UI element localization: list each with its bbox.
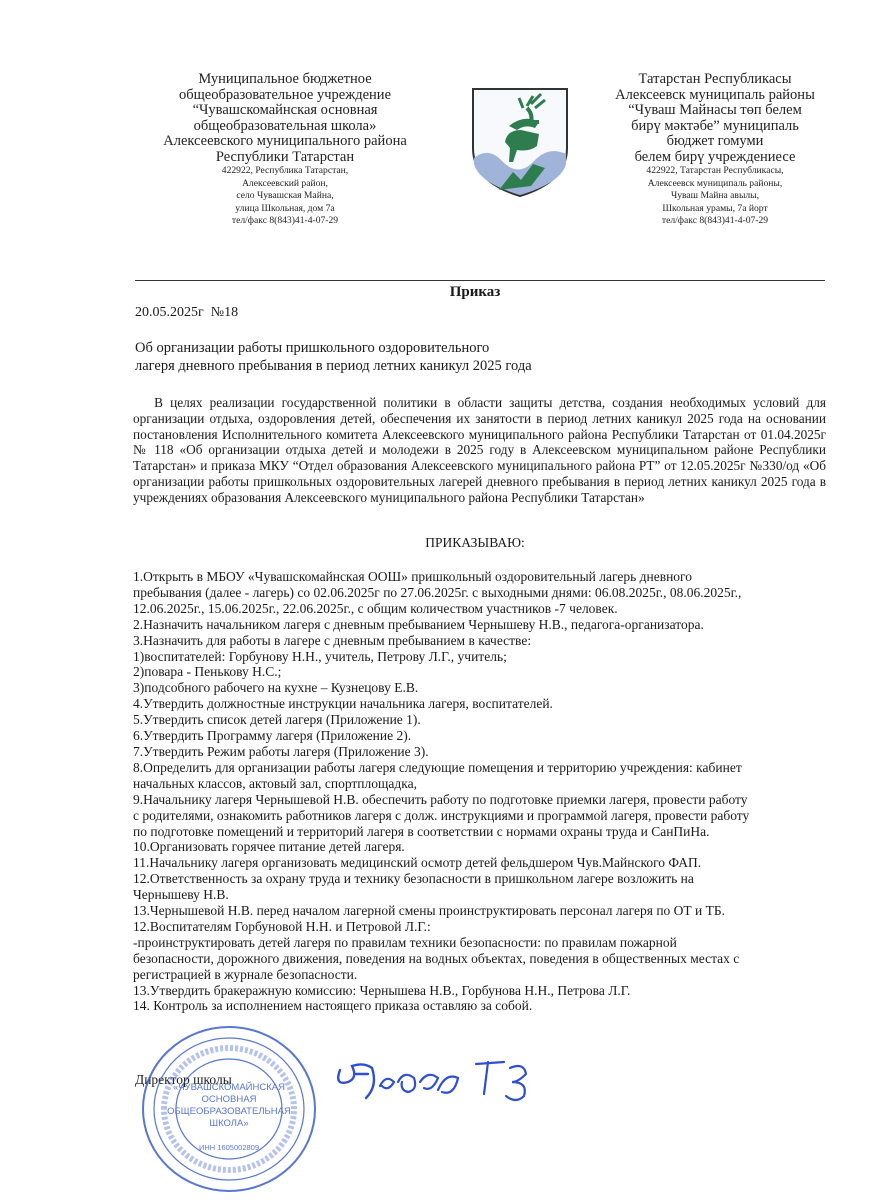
header-left-address: Алексеевский район, [242,177,328,189]
header-right-line: бирү мәктәбе” муниципаль [631,117,799,134]
order-item-line: 13.Утвердить бракеражную комиссию: Чернышева Н.В., Горбунова Н.Н., Петрова Л.Г. [133,982,631,998]
order-item-line: 2.Назначить начальником лагеря с дневным пребыванием Чернышеву Н.В., педагога-организатора. [133,616,704,632]
order-item-line: 14. Контроль за исполнением настоящего приказа оставляю за собой. [133,998,533,1014]
order-item-line: 11.Начальнику лагеря организовать медицинский осмотр детей фельдшером Чув.Майнского ФАП. [133,855,702,871]
header-right-line: Татарстан Республикасы [638,71,792,87]
document-subject [135,339,532,375]
order-keyword: ПРИКАЗЫВАЮ: [425,535,525,550]
order-item-line: 1)воспитателей: Горбунову Н.Н., учитель, Петрову Л.Г., учитель; [133,648,507,664]
order-item-line: начальных классов, актовый зал, спортплощадка, [133,775,417,791]
header-left-line: Республики Татарстан [215,148,355,165]
stamp-inn: ИНН 1605002809 [198,1143,260,1152]
coat-of-arms-icon [469,86,571,198]
order-item-line: -проинструктировать детей лагеря по правилам техники безопасности: по правилам пожарной [133,934,677,950]
stamp-line: ШКОЛА» [209,1118,249,1129]
subject-line: лагеря дневного пребывания в период летних каникул 2025 года [135,358,532,374]
order-item-line: 8.Определить для организации работы лагеря следующие помещения и территорию учреждения: кабинет [133,759,742,775]
order-item-line: 7.Утвердить Режим работы лагеря (Приложение 3). [133,743,429,759]
director-label: Директор школы [135,1072,232,1087]
order-item-line: пребывания (далее - лагерь) со 02.06.2025г по 27.06.2025г. с выходными днями: 06.08.2025г., 08.06.2025г., [133,584,742,600]
order-item-line: 3)подсобного рабочего на кухне – Кузнецову Е.В. [133,680,419,696]
header-right-address: тел/факс 8(843)41-4-07-29 [661,215,769,226]
order-item-line: 6.Утвердить Программу лагеря (Приложение 2). [133,728,412,744]
stamp-line: ОСНОВНАЯ [201,1094,257,1105]
header-right-line: “Чуваш Майнасы төп белем [628,102,802,118]
header-left-address: село Чувашская Майна, [236,190,334,201]
subject-line: Об организации работы пришкольного оздоровительного [135,340,490,356]
document-preamble [133,395,826,506]
header-left-line: общеобразовательная школа» [193,117,377,134]
header-right-line: белем бирү учреждениесе [634,148,796,165]
order-item-line: безопасности, дорожного движения, поведения на водных объектах, поведения в общественных местах с [133,950,740,966]
order-item-line: 12.06.2025г., 15.06.2025г., 22.06.2025г., с общим количеством участников -7 человек. [133,600,618,616]
header-right [590,72,840,228]
preamble-text: В целях реализации государственной политики в области защиты детства, создания необходимых условий для организации отдыха, оздоровления детей, обеспечения их занятости в период летних каникул 2025 года на основании постановления Исполнительного комитета Алексеевского муниципального района Республики Татарстан от 01.04.2025г № 118 «Об организации отдыха детей и молодежи в 2025 году в Алексеевском муниципальном районе Республики Татарстан» и приказа МКУ “Отдел образования Алексеевского муниципального района РТ” от 12.05.2025г №330/од «Об организации работы пришкольных оздоровительных лагерей дневного пребывания в период летних каникул 2025 года в учреждениях образования Алексеевского муниципального района Республики Татарстан» [133,395,826,505]
director-signature [328,1052,543,1110]
official-stamp [138,1022,320,1197]
header-left-address: улица Школьная, дом 7а [235,202,335,214]
header-left-line: общеобразовательное учреждение [178,86,392,103]
header-left-line: Алексеевского муниципального района [163,133,407,149]
order-item-line: 12.Воспитателям Горбуновой Н.Н. и Петровой Л.Г.: [133,918,431,934]
order-item-line: 12.Ответственность за охрану труда и технику безопасности в пришкольном лагере возложить на [133,871,694,887]
order-item-line: 5.Утвердить список детей лагеря (Приложение 1). [133,712,421,728]
header-right-address: Чуваш Майна авылы, [670,190,760,201]
document-title: Приказ [449,284,501,300]
header-left-address: тел/факс 8(843)41-4-07-29 [231,215,339,226]
header-left-line: “Чувашскомайнская основная [192,102,378,118]
order-item-line: 10.Организовать горячее питание детей лагеря. [133,839,405,855]
order-items [133,569,833,1014]
stamp-line: ОБЩЕОБРАЗОВАТЕЛЬНАЯ [167,1106,291,1117]
order-item-line: с родителями, ознакомить работников лагеря с долж. инструкциями и программой лагеря, провести работу [133,807,750,823]
header-left-address: 422922, Республика Татарстан, [221,165,349,176]
header-right-address: 422922, Татарстан Республикасы, [646,165,784,176]
order-item-line: регистрацией в журнале безопасности. [133,966,358,982]
header-right-line: бюджет гомуми [666,133,764,149]
order-item-line: 1.Открыть в МБОУ «Чувашскомайнская ООШ» пришкольный оздоровительный лагерь дневного [133,569,693,584]
order-item-line: Чернышеву Н.В. [133,887,229,903]
order-item-line: 4.Утвердить должностные инструкции начальника лагеря, воспитателей. [133,696,553,712]
order-item-line: 2)повара - Пенькову Н.С.; [133,664,282,680]
document-date-number: 20.05.2025г №18 [135,305,239,320]
order-item-line: 13.Чернышевой Н.В. перед началом лагерной смены проинструктировать персонал лагеря по ОТ и ТБ. [133,903,726,919]
header-right-address: Школьная урамы, 7а йорт [662,202,768,214]
header-left-line: Муниципальное бюджетное [198,71,372,87]
header-divider [135,280,825,281]
stamp-line: «ЧУВАШСКОМАЙНСКАЯ [173,1082,285,1093]
order-item-line: 9.Начальнику лагеря Чернышевой Н.В. обеспечить работу по подготовке приемки лагеря, провести работу [133,791,748,807]
order-item-line: по подготовке помещений и территорий лагеря в соответствии с нормами охраны труда и СанПиНа. [133,823,710,839]
header-left [130,72,440,228]
header-right-line: Алексеевск муниципаль районы [615,86,815,103]
header-right-address: Алексеевск муниципаль районы, [647,177,783,189]
order-item-line: 3.Назначить для работы в лагере с дневным пребыванием в качестве: [133,632,532,648]
